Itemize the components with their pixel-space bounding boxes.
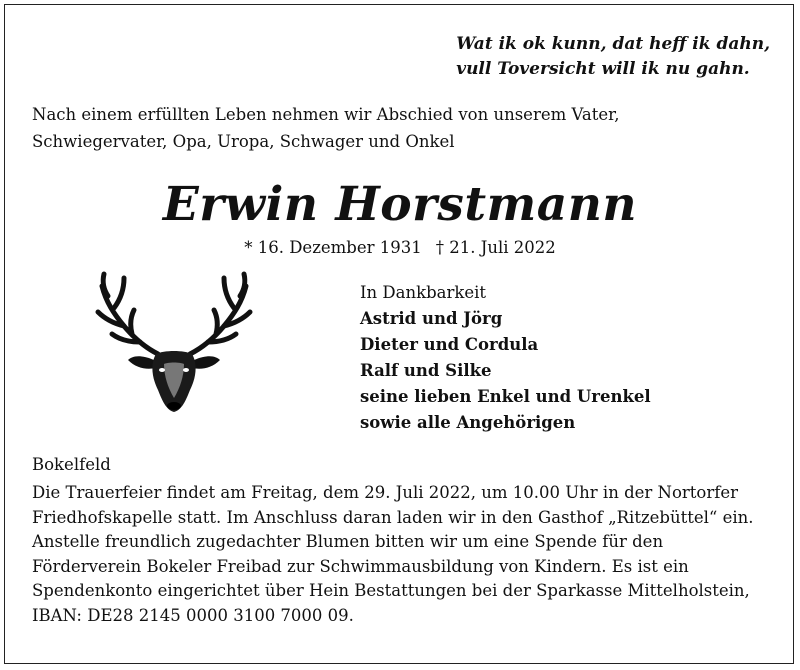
signatory-4: seine lieben Enkel und Urenkel <box>360 387 651 406</box>
signatory-3: Ralf und Silke <box>360 361 492 380</box>
deceased-name: Erwin Horstmann <box>162 177 638 232</box>
death-date: † 21. Juli 2022 <box>435 238 556 257</box>
motto-verse <box>456 32 770 82</box>
notice-line-1: Die Trauerfeier findet am Freitag, dem 29. Juli 2022, um 10.00 Uhr in der Nortorfer <box>32 483 738 502</box>
notice-line-5: Spendenkonto eingerichtet über Hein Bestattungen bei der Sparkasse Mittelholstein, <box>32 581 750 601</box>
place-name: Bokelfeld <box>32 455 111 474</box>
birth-date: * 16. Dezember 1931 <box>244 238 422 257</box>
notice-line-4: Förderverein Bokeler Freibad zur Schwimmausbildung von Kindern. Es ist ein <box>32 556 689 576</box>
signatories <box>360 280 651 436</box>
notice-line-2: Friedhofskapelle statt. Im Anschluss daran laden wir in den Gasthof „Ritzebüttel“ ein. <box>32 507 754 527</box>
signatory-5: sowie alle Angehörigen <box>360 413 576 432</box>
motto-line-2: vull Toversicht will ik nu gahn. <box>456 59 750 79</box>
intro-line-1: Nach einem erfüllten Leben nehmen wir Abschied von unserem Vater, <box>32 105 620 124</box>
stag-head-icon <box>94 268 254 418</box>
motto-line-1: Wat ik ok kunn, dat heff ik dahn, <box>456 34 770 54</box>
funeral-notice <box>32 481 754 629</box>
life-dates <box>0 236 800 260</box>
notice-line-6: IBAN: DE28 2145 0000 3100 7000 09. <box>32 605 354 625</box>
intro-line-2: Schwiegervater, Opa, Uropa, Schwager und Onkel <box>32 132 455 151</box>
notice-line-3: Anstelle freundlich zugedachter Blumen bitten wir um eine Spende für den <box>32 532 664 552</box>
signatories-heading: In Dankbarkeit <box>360 283 487 302</box>
signatory-2: Dieter und Cordula <box>360 335 539 354</box>
signatory-1: Astrid und Jörg <box>360 309 503 328</box>
intro-text <box>32 101 619 155</box>
